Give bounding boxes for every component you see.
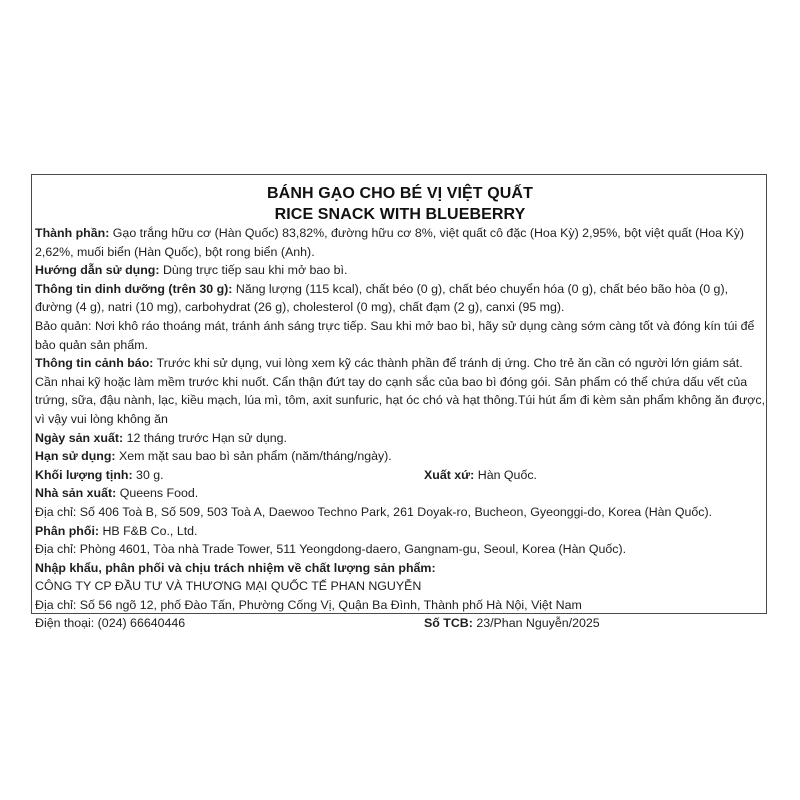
tcb-section	[424, 614, 600, 633]
nutrition-label: Thông tin dinh dưỡng (trên 30 g):	[35, 281, 233, 296]
origin-section	[424, 466, 537, 485]
nutrition-section	[35, 280, 765, 317]
distributor-section	[35, 522, 765, 541]
manufacturer-label: Nhà sản xuất:	[35, 486, 117, 501]
ingredients-label: Thành phần:	[35, 226, 110, 240]
net-weight-section	[35, 466, 424, 485]
mfg-date-text: 12 tháng trước Hạn sử dụng.	[123, 430, 287, 445]
warning-label: Thông tin cảnh báo:	[35, 356, 154, 371]
title-english: RICE SNACK WITH BLUEBERRY	[274, 206, 526, 223]
storage-text: Nơi khô ráo thoáng mát, tránh ánh sáng trực tiếp. Sau khi mở bao bì, hãy sử dụng càng sớm càng tốt và đóng kín túi để bảo quản sản phẩm.	[35, 318, 755, 352]
manufacturer-address: Địa chỉ: Số 406 Toà B, Số 509, 503 Toà A, Daewoo Techno Park, 261 Doyak-ro, Bucheon, Gyeonggi-do, Korea (Hàn Quốc).	[35, 504, 713, 519]
warning-text: Trước khi sử dụng, vui lòng xem kỹ các thành phần để tránh dị ứng. Cho trẻ ăn cần có người lớn giám sát. Cần nhai kỹ hoặc làm mềm trước khi nuốt. Cẩn thận đứt tay do cạnh sắc của bao bì đóng gói. Sản phẩm có thể chứa dấu vết của trứng, sữa, đậu nành, lạc, kiều mạch, lúa mì, tôm, axit sunfuric, hạt óc chó và hạt thông.Túi hút ẩm đi kèm sản phẩm không ăn được, vì vậy vui lòng không ăn	[35, 356, 766, 426]
tcb-value: 23/Phan Nguyễn/2025	[472, 616, 600, 631]
title-vietnamese: BÁNH GẠO CHO BÉ VỊ VIỆT QUẤT	[267, 185, 533, 202]
usage-section	[35, 261, 765, 280]
storage-section	[35, 317, 765, 354]
net-weight-label: Khối lượng tịnh:	[35, 467, 133, 482]
distributor-text: HB F&B Co., Ltd.	[99, 523, 198, 538]
usage-label: Hướng dẫn sử dụng:	[35, 263, 160, 278]
distributor-address: Địa chỉ: Phòng 4601, Tòa nhà Trade Tower, 511 Yeongdong-daero, Gangnam-gu, Seoul, Korea (Hàn Quốc).	[35, 542, 627, 557]
manufacturer-section	[35, 484, 765, 503]
distributor-label: Phân phối:	[35, 523, 100, 538]
tcb-label: Số TCB:	[424, 616, 473, 631]
mfg-date-section	[35, 429, 765, 448]
importer-phone: Điện thoại: (024) 66640446	[35, 616, 186, 631]
expiry-text: Xem mặt sau bao bì sản phẩm (năm/tháng/ngày).	[115, 449, 392, 464]
importer-label: Nhập khẩu, phân phối và chịu trách nhiệm về chất lượng sản phẩm:	[35, 560, 436, 575]
expiry-label: Hạn sử dụng:	[35, 449, 116, 464]
ingredients-section	[35, 224, 765, 261]
phone-tcb-row	[35, 614, 765, 633]
expiry-section	[35, 447, 765, 466]
net-weight-text: 30 g.	[132, 467, 164, 482]
mfg-date-label: Ngày sản xuất:	[35, 430, 124, 445]
usage-text: Dùng trực tiếp sau khi mở bao bì.	[159, 263, 348, 278]
storage-label: Bảo quản:	[35, 318, 92, 333]
ingredients-text: Gạo trắng hữu cơ (Hàn Quốc) 83,82%, đường hữu cơ 8%, việt quất cô đặc (Hoa Kỳ) 2,95%, bột việt quất (Hoa Kỳ) 2,62%, muối biển (Hàn Quốc), bột rong biển (Anh).	[35, 226, 745, 259]
warning-section	[35, 354, 765, 428]
importer-company: CÔNG TY CP ĐẦU TƯ VÀ THƯƠNG MẠI QUỐC TẾ PHAN NGUYỄN	[35, 579, 422, 594]
weight-origin-row	[35, 466, 765, 485]
label-content	[35, 224, 765, 633]
importer-address: Địa chỉ: Số 56 ngõ 12, phố Đào Tấn, Phường Cống Vị, Quận Ba Đình, Thành phố Hà Nội, Việt Nam	[35, 597, 582, 612]
origin-label: Xuất xứ:	[424, 467, 475, 482]
origin-text: Hàn Quốc.	[474, 467, 537, 482]
manufacturer-text: Queens Food.	[116, 486, 199, 501]
nutrition-text: Năng lượng (115 kcal), chất béo (0 g), chất béo chuyển hóa (0 g), chất béo bão hòa (0 g), đường (4 g), natri (10 mg), carbohydrat (26 g), cholesterol (0 mg), chất đạm (2 g), canxi (95 mg).	[35, 281, 729, 315]
